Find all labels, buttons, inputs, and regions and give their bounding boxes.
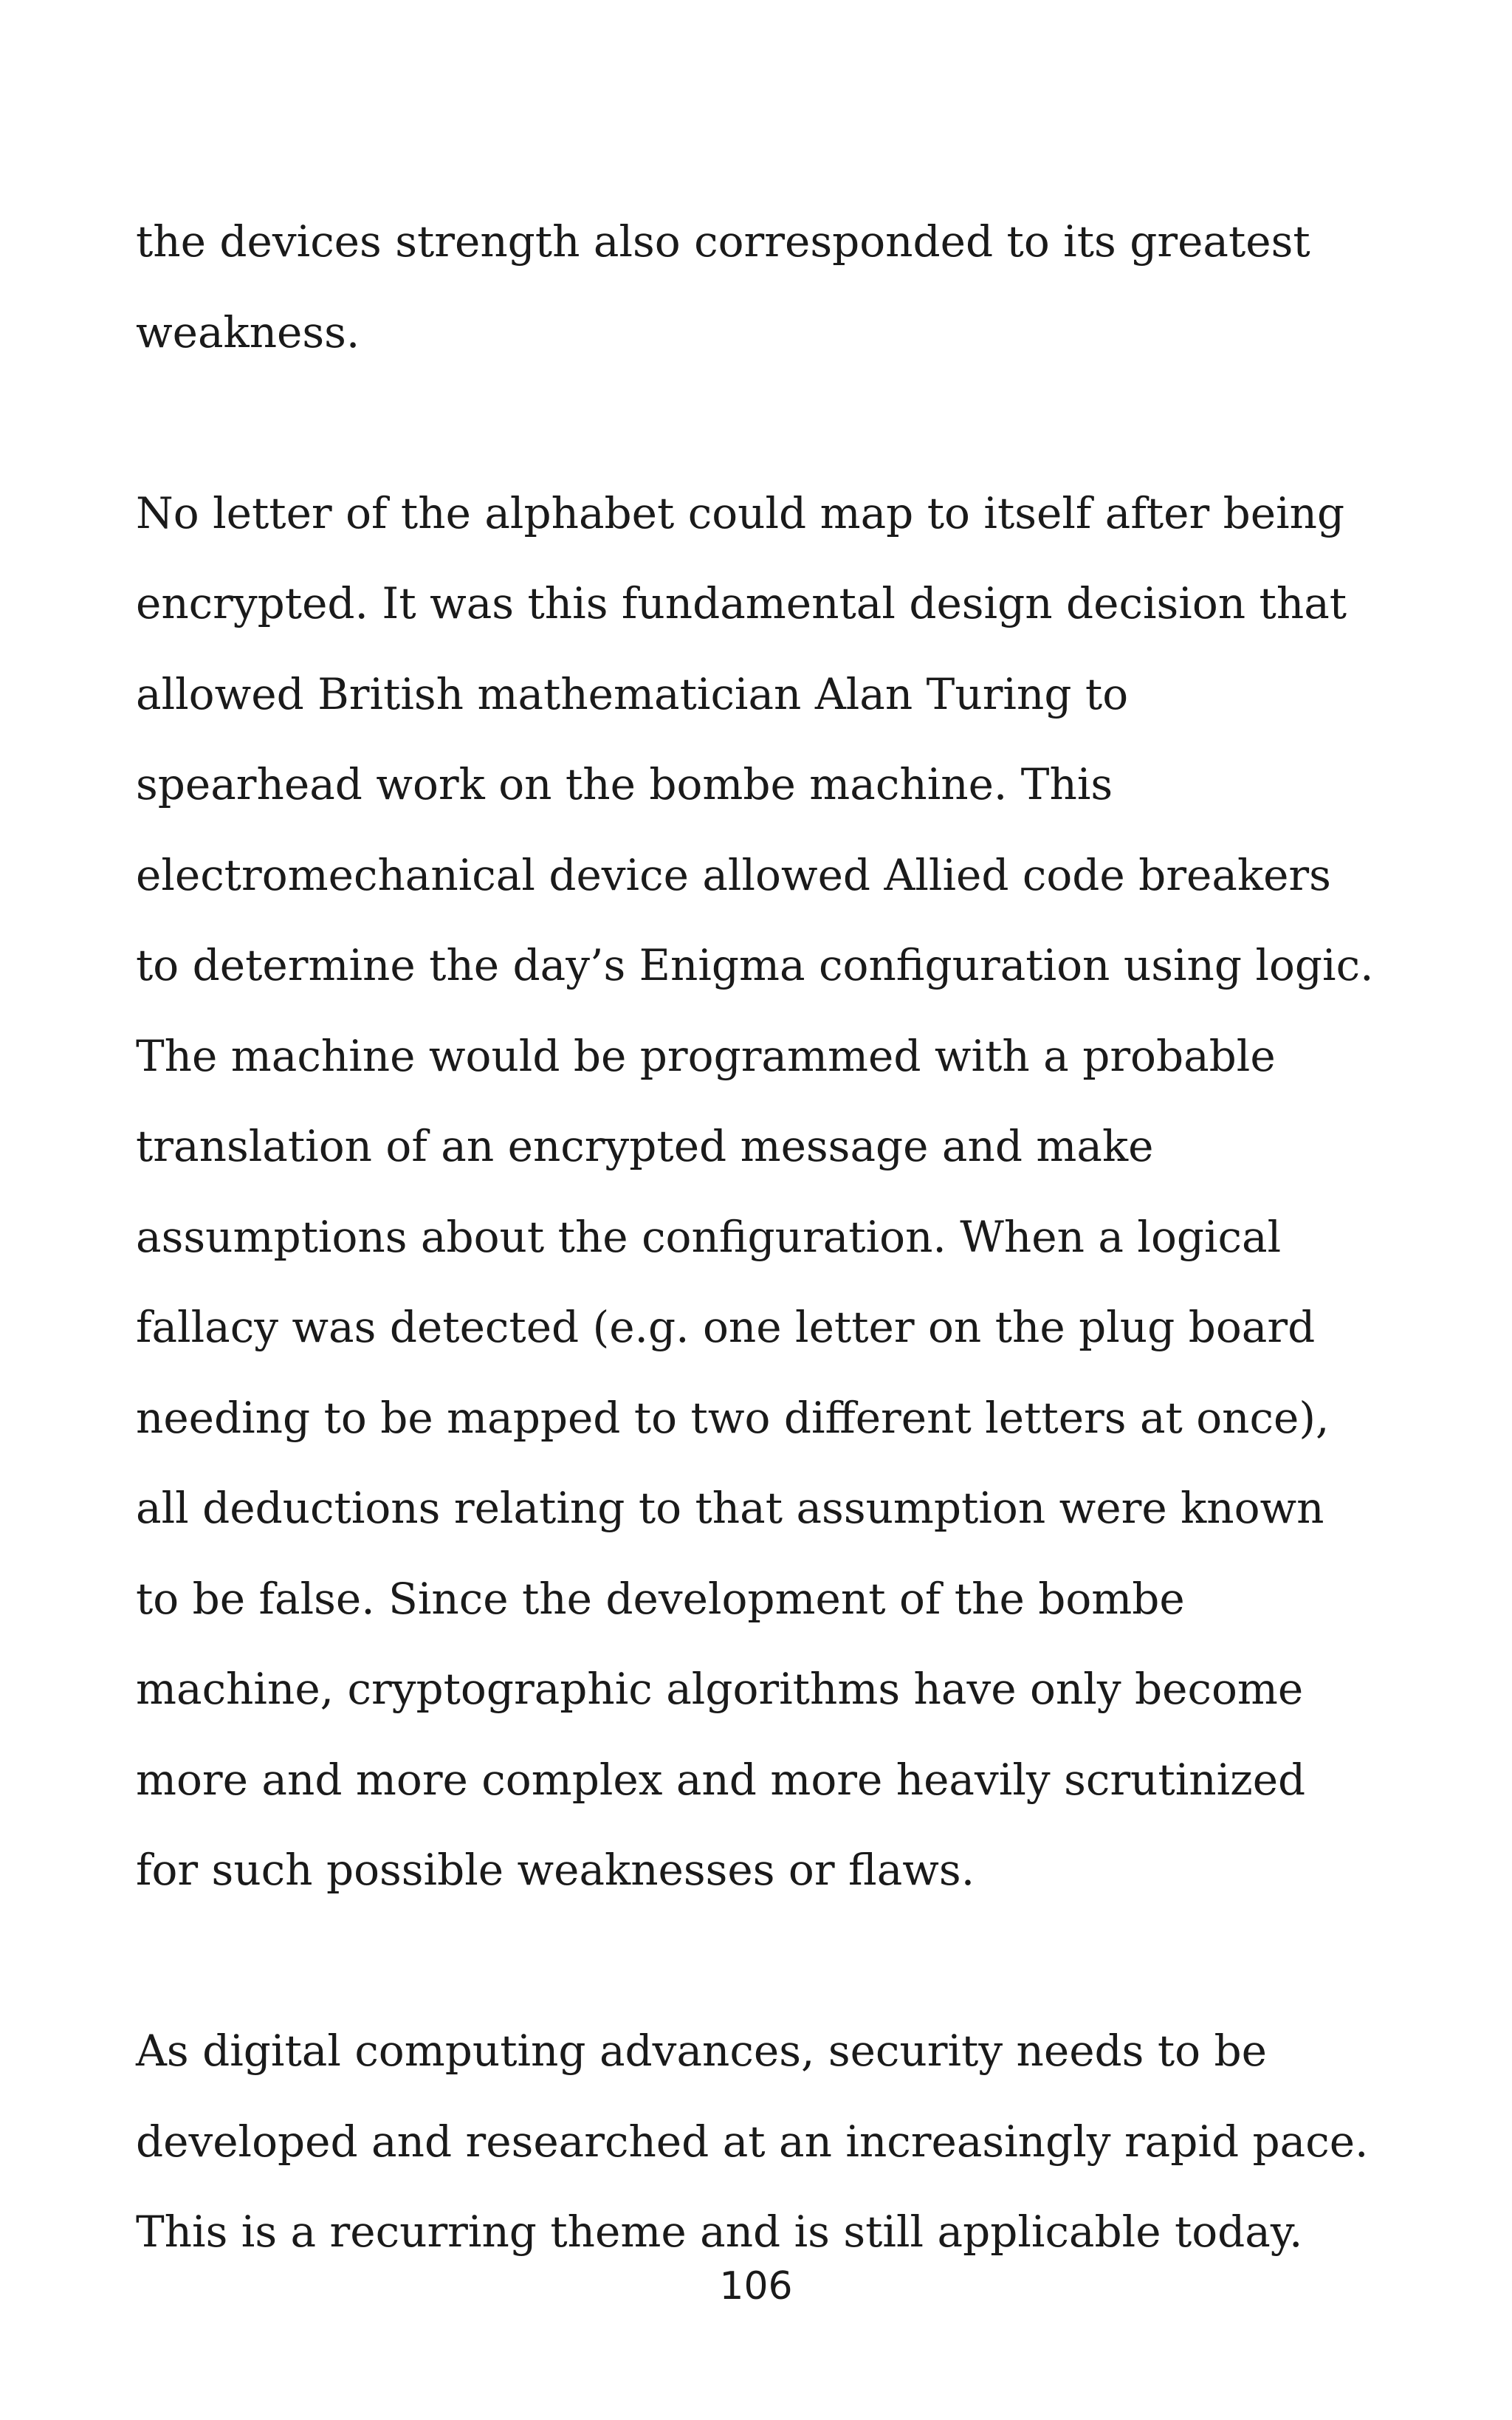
text-line: encrypted. It was this fundamental design decision that bbox=[136, 578, 1347, 628]
text-line: No letter of the alphabet could map to itself after being bbox=[136, 487, 1345, 538]
text-line: allowed British mathematician Alan Turing to bbox=[136, 668, 1129, 719]
text-line: assumptions about the configuration. When a logical bbox=[136, 1211, 1282, 1262]
text-line: spearhead work on the bombe machine. This bbox=[136, 759, 1113, 809]
paragraph-spacer bbox=[136, 1916, 1406, 2006]
page-number: 106 bbox=[719, 2264, 793, 2308]
paragraph-1 bbox=[136, 196, 1406, 377]
text-line: electromechanical device allowed Allied code breakers bbox=[136, 849, 1331, 900]
text-line: machine, cryptographic algorithms have only become bbox=[136, 1664, 1304, 1714]
text-line: As digital computing advances, security needs to be bbox=[136, 2026, 1267, 2076]
body-text bbox=[136, 196, 1406, 2277]
text-line: more and more complex and more heavily scrutinized bbox=[136, 1754, 1306, 1805]
text-line: needing to be mapped to two different letters at once), bbox=[136, 1392, 1330, 1443]
text-line: This is a recurring theme and is still applicable today. bbox=[136, 2207, 1303, 2257]
paragraph-2 bbox=[136, 468, 1406, 1916]
text-line: to determine the day’s Enigma configuration using logic. bbox=[136, 940, 1374, 990]
text-line: the devices strength also corresponded to its greatest bbox=[136, 216, 1310, 267]
text-line: developed and researched at an increasingly rapid pace. bbox=[136, 2116, 1369, 2167]
text-line: to be false. Since the development of the bombe bbox=[136, 1573, 1185, 1624]
text-line: for such possible weaknesses or flaws. bbox=[136, 1845, 975, 1895]
paragraph-3 bbox=[136, 2006, 1406, 2277]
paragraph-spacer bbox=[136, 377, 1406, 468]
text-line: weakness. bbox=[136, 306, 360, 357]
text-line: translation of an encrypted message and make bbox=[136, 1121, 1154, 1171]
text-line: fallacy was detected (e.g. one letter on the plug board bbox=[136, 1302, 1316, 1352]
text-line: all deductions relating to that assumption were known bbox=[136, 1483, 1324, 1533]
text-line: The machine would be programmed with a probable bbox=[136, 1030, 1276, 1081]
